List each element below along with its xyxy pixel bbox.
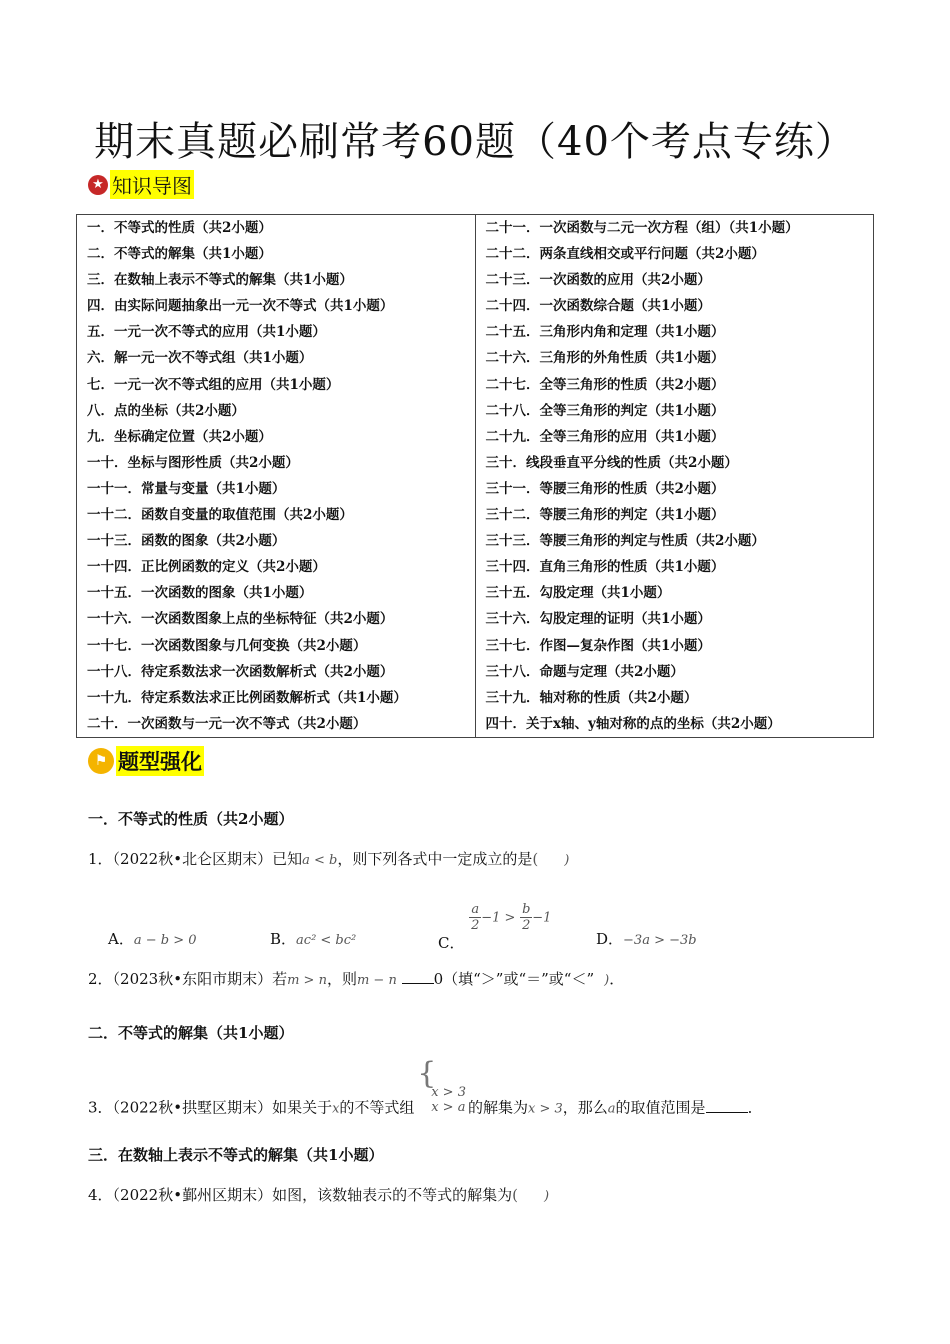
toc-left-column: [77, 215, 476, 738]
section-practice-label: 题型强化: [116, 746, 204, 776]
toc-table: [76, 214, 874, 738]
toc-item: 三十三．等腰三角形的判定与性质（共2小题）: [485, 533, 765, 550]
toc-item: 三十九．轴对称的性质（共2小题）: [485, 689, 698, 706]
inequality-system: [417, 1056, 466, 1125]
option-b: [270, 928, 356, 949]
option-label: C．: [438, 933, 465, 952]
toc-item: 一十九．待定系数法求正比例函数解析式（共1小题）: [87, 689, 407, 706]
toc-item: 二十六．三角形的外角性质（共1小题）: [485, 350, 725, 367]
toc-item: 二十八．全等三角形的判定（共1小题）: [485, 402, 725, 419]
system-line-2: x > a: [431, 1100, 466, 1115]
question-3: [88, 1056, 763, 1125]
toc-item: 二十．一次函数与一元一次不等式（共2小题）: [87, 715, 367, 732]
question-number: 4．: [88, 1186, 113, 1204]
toc-item: 四．由实际问题抽象出一元一次不等式（共1小题）: [87, 298, 394, 315]
star-badge-icon: ★: [88, 175, 108, 195]
answer-paren-right: ): [543, 1189, 550, 1204]
toc-item: 四十．关于x轴、y轴对称的点的坐标（共2小题）: [485, 715, 781, 732]
section-knowledge-map: [88, 170, 194, 199]
math-condition: a < b: [302, 853, 338, 868]
option-label: D．: [596, 930, 624, 948]
brace-icon: {: [417, 1056, 437, 1091]
toc-item: 二十二．两条直线相交或平行问题（共2小题）: [485, 246, 765, 263]
option-label: A．: [108, 930, 134, 948]
toc-item: 二十四．一次函数综合题（共1小题）: [485, 298, 711, 315]
toc-item: 三十一．等腰三角形的性质（共2小题）: [485, 480, 725, 497]
toc-item: 一十四．正比例函数的定义（共2小题）: [87, 559, 326, 576]
toc-item: 二十一．一次函数与二元一次方程（组）（共1小题）: [485, 220, 799, 236]
question-end: ．: [747, 1098, 763, 1117]
toc-item: 一．不等式的性质（共2小题）: [87, 220, 272, 236]
fraction-b-over-2: [520, 902, 532, 933]
toc-item: 二十五．三角形内角和定理（共1小题）: [485, 324, 725, 341]
option-math: −1 >: [481, 910, 516, 926]
question-number: 2．: [88, 970, 113, 988]
question-text: 的解集为: [467, 1098, 528, 1117]
question-number: 1．: [88, 850, 113, 868]
toc-item: 二十三．一次函数的应用（共2小题）: [485, 272, 711, 289]
numerator: a: [471, 902, 480, 917]
option-math: −1: [532, 910, 552, 926]
toc-item: 一十．坐标与图形性质（共2小题）: [87, 454, 299, 471]
section-knowledge-map-label: 知识导图: [110, 170, 194, 199]
toc-item: 一十七．一次函数图象与几何变换（共2小题）: [87, 637, 367, 654]
toc-item: 三十二．等腰三角形的判定（共1小题）: [485, 507, 725, 524]
question-source: （2022秋•北仑区期末）已知: [112, 850, 303, 868]
answer-blank[interactable]: [402, 983, 434, 984]
toc-item: 一十五．一次函数的图象（共1小题）: [87, 585, 313, 602]
answer-paren-left: (: [532, 850, 565, 868]
question-text: 0（填“＞”或“＝”或“＜”: [433, 970, 595, 988]
heading-three: 三．在数轴上表示不等式的解集（共1小题）: [88, 1146, 384, 1164]
toc-item: 三十八．命题与定理（共2小题）: [485, 663, 684, 680]
section-practice: [88, 746, 204, 776]
answer-paren-left: (: [512, 1186, 544, 1204]
math-variable: x: [332, 1101, 340, 1117]
toc-item: 三十五．勾股定理（共1小题）: [485, 585, 671, 602]
answer-paren-right: ): [604, 973, 610, 988]
option-math: −3a > −3b: [623, 933, 697, 948]
question-1: [88, 848, 569, 869]
question-2: [88, 968, 624, 989]
toc-right-column: [475, 215, 874, 738]
question-text: 的取值范围是: [615, 1098, 706, 1117]
toc-item: 七．一元一次不等式组的应用（共1小题）: [87, 376, 340, 393]
toc-item: 三十四．直角三角形的性质（共1小题）: [485, 559, 725, 576]
option-math: a − b > 0: [133, 933, 197, 948]
toc-item: 一十八．待定系数法求一次函数解析式（共2小题）: [87, 663, 394, 680]
toc-item: 二．不等式的解集（共1小题）: [87, 246, 272, 263]
option-label: B．: [270, 930, 297, 948]
question-4: [88, 1184, 549, 1205]
flag-badge-icon: ⚑: [88, 748, 114, 774]
denominator: 2: [522, 918, 531, 933]
toc-item: 一十六．一次函数图象上点的坐标特征（共2小题）: [87, 611, 394, 628]
math-solution: x > 3: [528, 1101, 563, 1117]
toc-item: 九．坐标确定位置（共2小题）: [87, 428, 272, 445]
question-number: 3．: [88, 1098, 113, 1117]
toc-item: 八．点的坐标（共2小题）: [87, 402, 245, 419]
heading-two: 二．不等式的解集（共1小题）: [88, 1024, 294, 1042]
option-d: [596, 928, 697, 949]
option-a: [108, 928, 197, 949]
fraction-a-over-2: [469, 902, 481, 933]
question-source: （2022秋•拱墅区期末）如果关于: [112, 1098, 333, 1117]
denominator: 2: [471, 918, 480, 933]
toc-item: 三．在数轴上表示不等式的解集（共1小题）: [87, 272, 353, 289]
question-text: ，则: [326, 970, 357, 988]
numerator: b: [522, 902, 531, 917]
page-title: 期末真题必刷常考60题（40个考点专练）: [94, 119, 856, 165]
toc-item: 三十六．勾股定理的证明（共1小题）: [485, 611, 711, 628]
toc-item: 二十七．全等三角形的性质（共2小题）: [485, 376, 725, 393]
question-text: ，则下列各式中一定成立的是: [337, 850, 533, 868]
option-math: ac² < bc²: [296, 933, 357, 948]
toc-item: 二十九．全等三角形的应用（共1小题）: [485, 428, 725, 445]
system-line-1: x > 3: [431, 1085, 466, 1100]
math-variable: a: [607, 1101, 616, 1117]
math-condition: m > n: [287, 973, 327, 988]
question-end: ．: [609, 970, 625, 988]
answer-blank[interactable]: [706, 1112, 748, 1113]
question-source: （2022秋•鄞州区期末）如图，该数轴表示的不等式的解集为: [112, 1186, 513, 1204]
option-c: [438, 902, 552, 952]
toc-item: 三十七．作图—复杂作图（共1小题）: [485, 637, 711, 654]
toc-item: 六．解一元一次不等式组（共1小题）: [87, 350, 313, 367]
answer-paren-right: ): [564, 853, 570, 868]
question-text: ，那么: [562, 1098, 608, 1117]
question-source: （2023秋•东阳市期末）若: [112, 970, 288, 988]
toc-item: 一十三．函数的图象（共2小题）: [87, 533, 286, 550]
toc-item: 一十一．常量与变量（共1小题）: [87, 480, 286, 497]
question-text: 的不等式组: [339, 1098, 415, 1117]
toc-item: 一十二．函数自变量的取值范围（共2小题）: [87, 507, 353, 524]
toc-item: 五．一元一次不等式的应用（共1小题）: [87, 324, 326, 341]
heading-one: 一．不等式的性质（共2小题）: [88, 810, 294, 828]
toc-item: 三十．线段垂直平分线的性质（共2小题）: [485, 454, 738, 471]
math-expression: m − n: [356, 973, 397, 988]
